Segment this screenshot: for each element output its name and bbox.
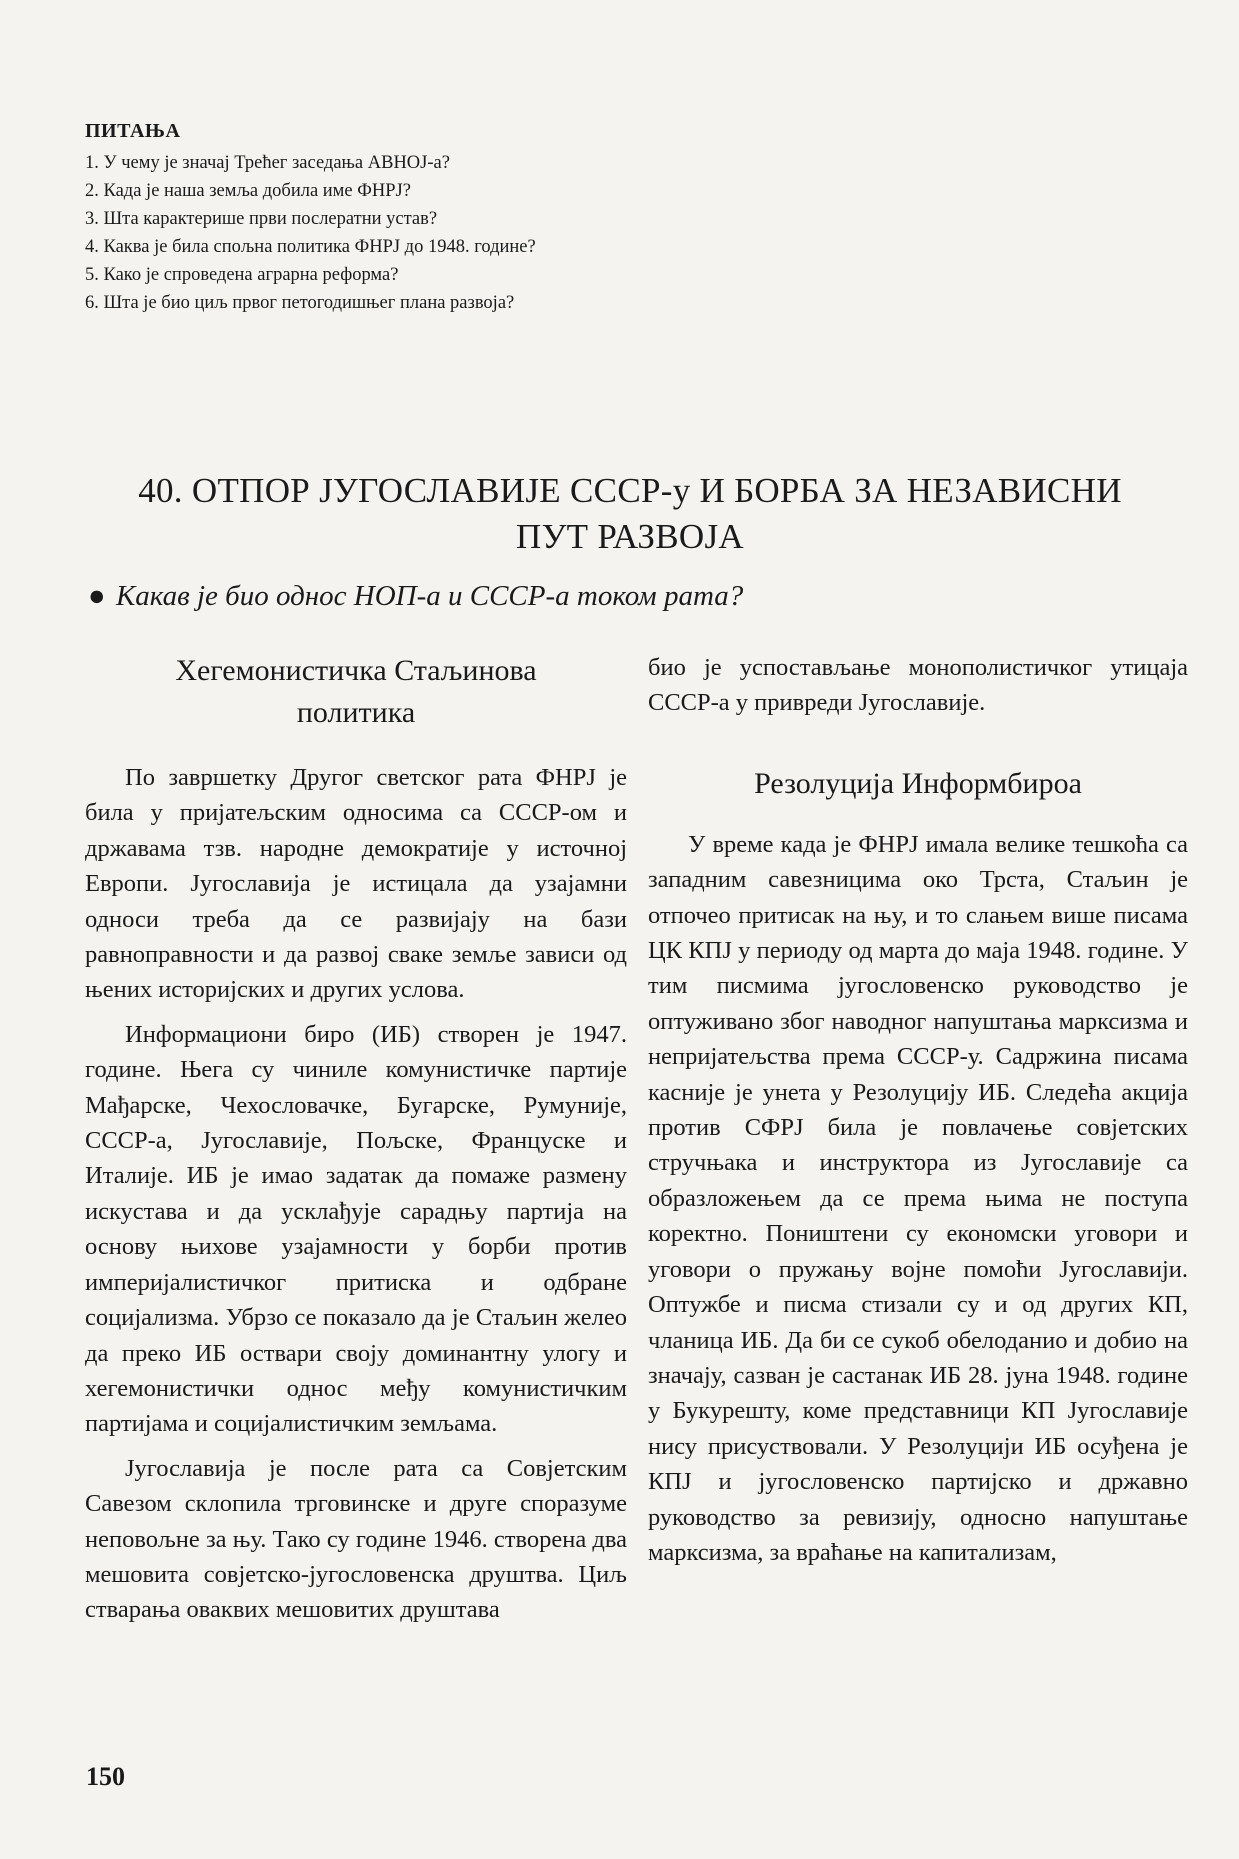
question-item: 4. Каква је била спољна политика ФНРЈ до 1948. године? [85,237,536,257]
question-item: 5. Како је спроведена аграрна реформа? [85,265,399,285]
chapter-title-line-1: 40. ОТПОР ЈУГОСЛАВИЈЕ СССР-у И БОРБА ЗА НЕЗАВИСНИ [138,471,1122,510]
question-item: 6. Шта је био циљ првог петогодишњег плана развоја? [85,293,515,313]
section-heading-stalin-policy: Хегемонистичка Стаљинова политика [175,654,537,729]
right-column [648,650,1188,1579]
paragraph: По завршетку Другог светског рата ФНРЈ је била у пријатељским односима са СССР-ом и државама тзв. народне демократије у источној Европи. Југославија је истицала да узајамни односи треба да се развијају на бази равноправности и да развој сваке земље зависи од њених историјских и других услова. [85,764,627,1004]
questions-section [85,120,785,317]
questions-heading: ПИТАЊА [85,120,181,142]
intro-question-text: Какав је био однос НОП-а и СССР-а током рата? [116,580,744,612]
paragraph: Југославија је после рата са Совјетским Савезом склопила трговинске и друге споразуме неповољне за њу. Тако су године 1946. створена два мешовита совјетско-југословенска друштва. Циљ стварања оваквих мешовитих друштава [85,1454,627,1624]
chapter-title-line-2: ПУТ РАЗВОЈА [516,517,744,556]
left-column [85,650,627,1637]
intro-question [88,580,988,613]
chapter-title [90,468,1170,560]
page-number: 150 [86,1762,125,1791]
paragraph-continuation: био је успостављање монополистичког утицаја СССР-а у привреди Југославије. [648,654,1188,717]
paragraph: Информациони биро (ИБ) створен је 1947. године. Њега су чиниле комунистичке партије Мађарске, Чехословачке, Бугарске, Румуније, СССР-а, Југославије, Пољске, Француске и Италије. ИБ је имао задатак да помаже размену искустава и да усклађује сарадњу партија на основу њихове узајамности у борби против империјалистичког притиска и одбране социјализма. Убрзо се показало да је Стаљин желео да преко ИБ оствари своју доминантну улогу и хегемонистички однос међу комунистичким партијама и социјалистичким земљама. [85,1020,627,1438]
paragraph: У време када је ФНРЈ имала велике тешкоћа са западним савезницима око Трста, Стаљин је отпочео притисак на њу, и то слањем више писама ЦК КПЈ у периоду од марта до маја 1948. године. У тим писмима југословенско руководство је оптуживано због наводног напуштања марксизма и непријатељства према СССР-у. Садржина писама касније је унета у Резолуцију ИБ. Следећа акција против СФРЈ била је повлачење совјетских стручњака и инструктора из Југославије са образложењем да се према њима не поступа коректно. Поништени су економски уговори и уговори о пружању војне помоћи Југославији. Оптужбе и писма стизали су и од других КП, чланица ИБ. Да би се сукоб обелоданио и добио на значају, сазван је састанак ИБ 28. јуна 1948. године у Букурешту, коме представници КП Југославије нису присуствовали. У Резолуцији ИБ осуђена је КПЈ и југословенско партијско и државно руководство за ревизију, односно напуштање марксизма, за враћање на капитализам, [648,830,1188,1566]
question-item: 2. Када је наша земља добила име ФНРЈ? [85,181,411,201]
question-item: 3. Шта карактерише први послератни устав? [85,209,438,229]
section-heading-informbiro-resolution: Резолуција Информбироа [754,766,1082,800]
bullet-icon: ● [88,580,106,612]
questions-list [85,149,785,317]
question-item: 1. У чему је значај Трећег заседања АВНОЈ-а? [85,153,450,173]
